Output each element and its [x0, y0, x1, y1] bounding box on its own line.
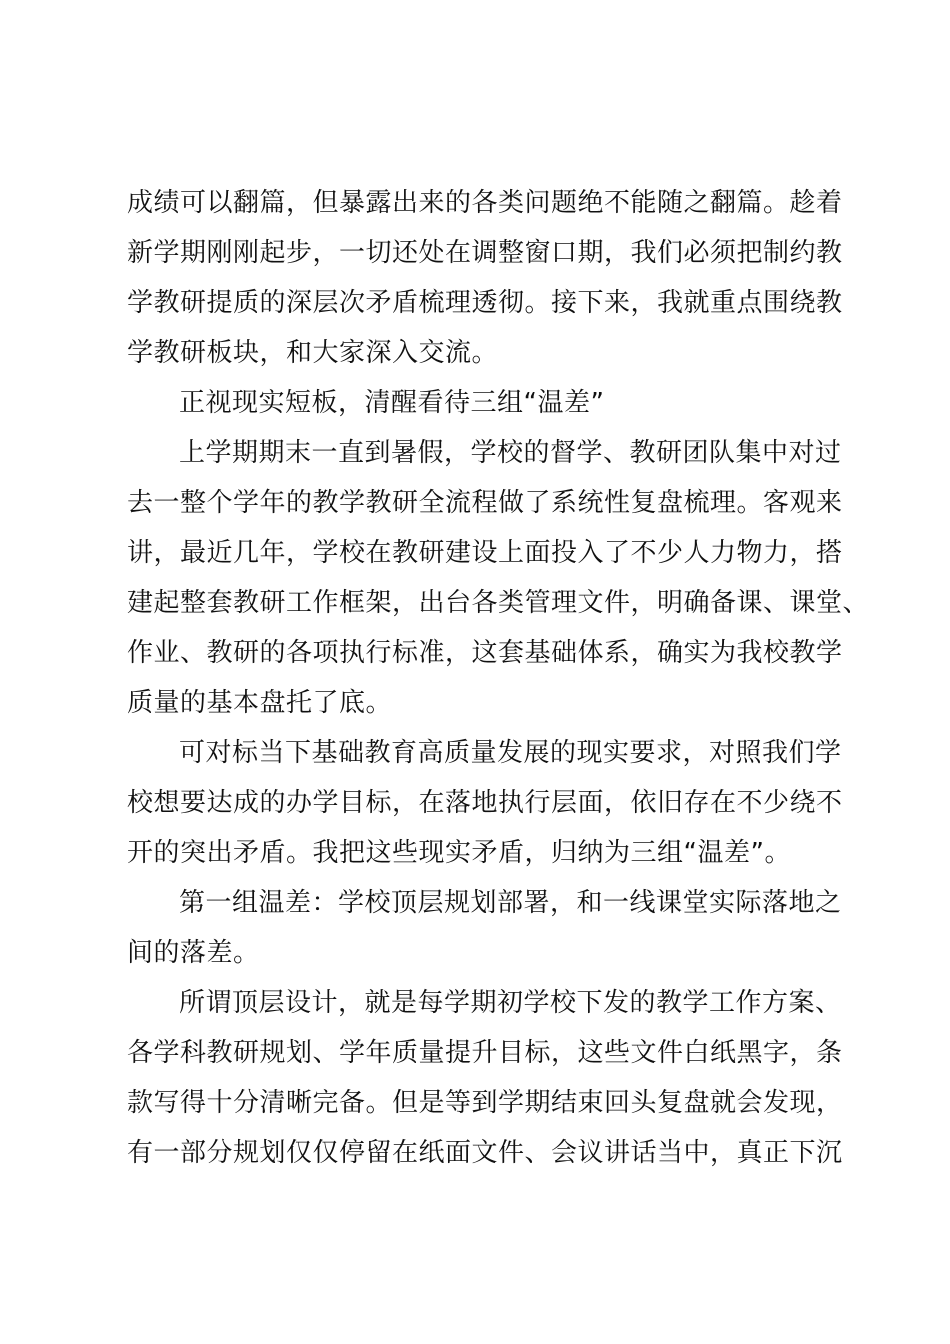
text-line: 所谓顶层设计，就是每学期初学校下发的教学工作方案、: [179, 988, 842, 1018]
text-line: 新学期刚刚起步，一切还处在调整窗口期，我们必须把制约教: [127, 238, 843, 268]
text-line: 成绩可以翻篇，但暴露出来的各类问题绝不能随之翻篇。趁着: [127, 188, 843, 218]
text-line: 讲，最近几年，学校在教研建设上面投入了不少人力物力，搭: [127, 538, 843, 568]
text-line: 间的落差。: [127, 938, 260, 968]
text-line: 学教研提质的深层次矛盾梳理透彻。接下来，我就重点围绕教: [127, 288, 843, 318]
text-line: 款写得十分清晰完备。但是等到学期结束回头复盘就会发现，: [127, 1088, 843, 1118]
text-line: 可对标当下基础教育高质量发展的现实要求，对照我们学: [179, 738, 842, 768]
text-line: 上学期期末一直到暑假，学校的督学、教研团队集中对过: [179, 438, 842, 468]
text-line: 开的突出矛盾。我把这些现实矛盾，归纳为三组“温差”。: [127, 838, 791, 868]
text-line: 去一整个学年的教学教研全流程做了系统性复盘梳理。客观来: [127, 488, 843, 518]
text-line: 建起整套教研工作框架，出台各类管理文件，明确备课、课堂、: [127, 588, 870, 618]
text-line: 第一组温差：学校顶层规划部署，和一线课堂实际落地之: [179, 888, 842, 918]
text-line: 有一部分规划仅仅停留在纸面文件、会议讲话当中，真正下沉: [127, 1138, 843, 1168]
body-text: [127, 178, 870, 1178]
text-line: 作业、教研的各项执行标准，这套基础体系，确实为我校教学: [127, 638, 843, 668]
text-line: 校想要达成的办学目标，在落地执行层面，依旧存在不少绕不: [127, 788, 843, 818]
section-heading: 正视现实短板，清醒看待三组“温差”: [179, 388, 605, 418]
text-line: 质量的基本盘托了底。: [127, 688, 393, 718]
text-line: 学教研板块，和大家深入交流。: [127, 338, 499, 368]
text-line: 各学科教研规划、学年质量提升目标，这些文件白纸黑字，条: [127, 1038, 843, 1068]
